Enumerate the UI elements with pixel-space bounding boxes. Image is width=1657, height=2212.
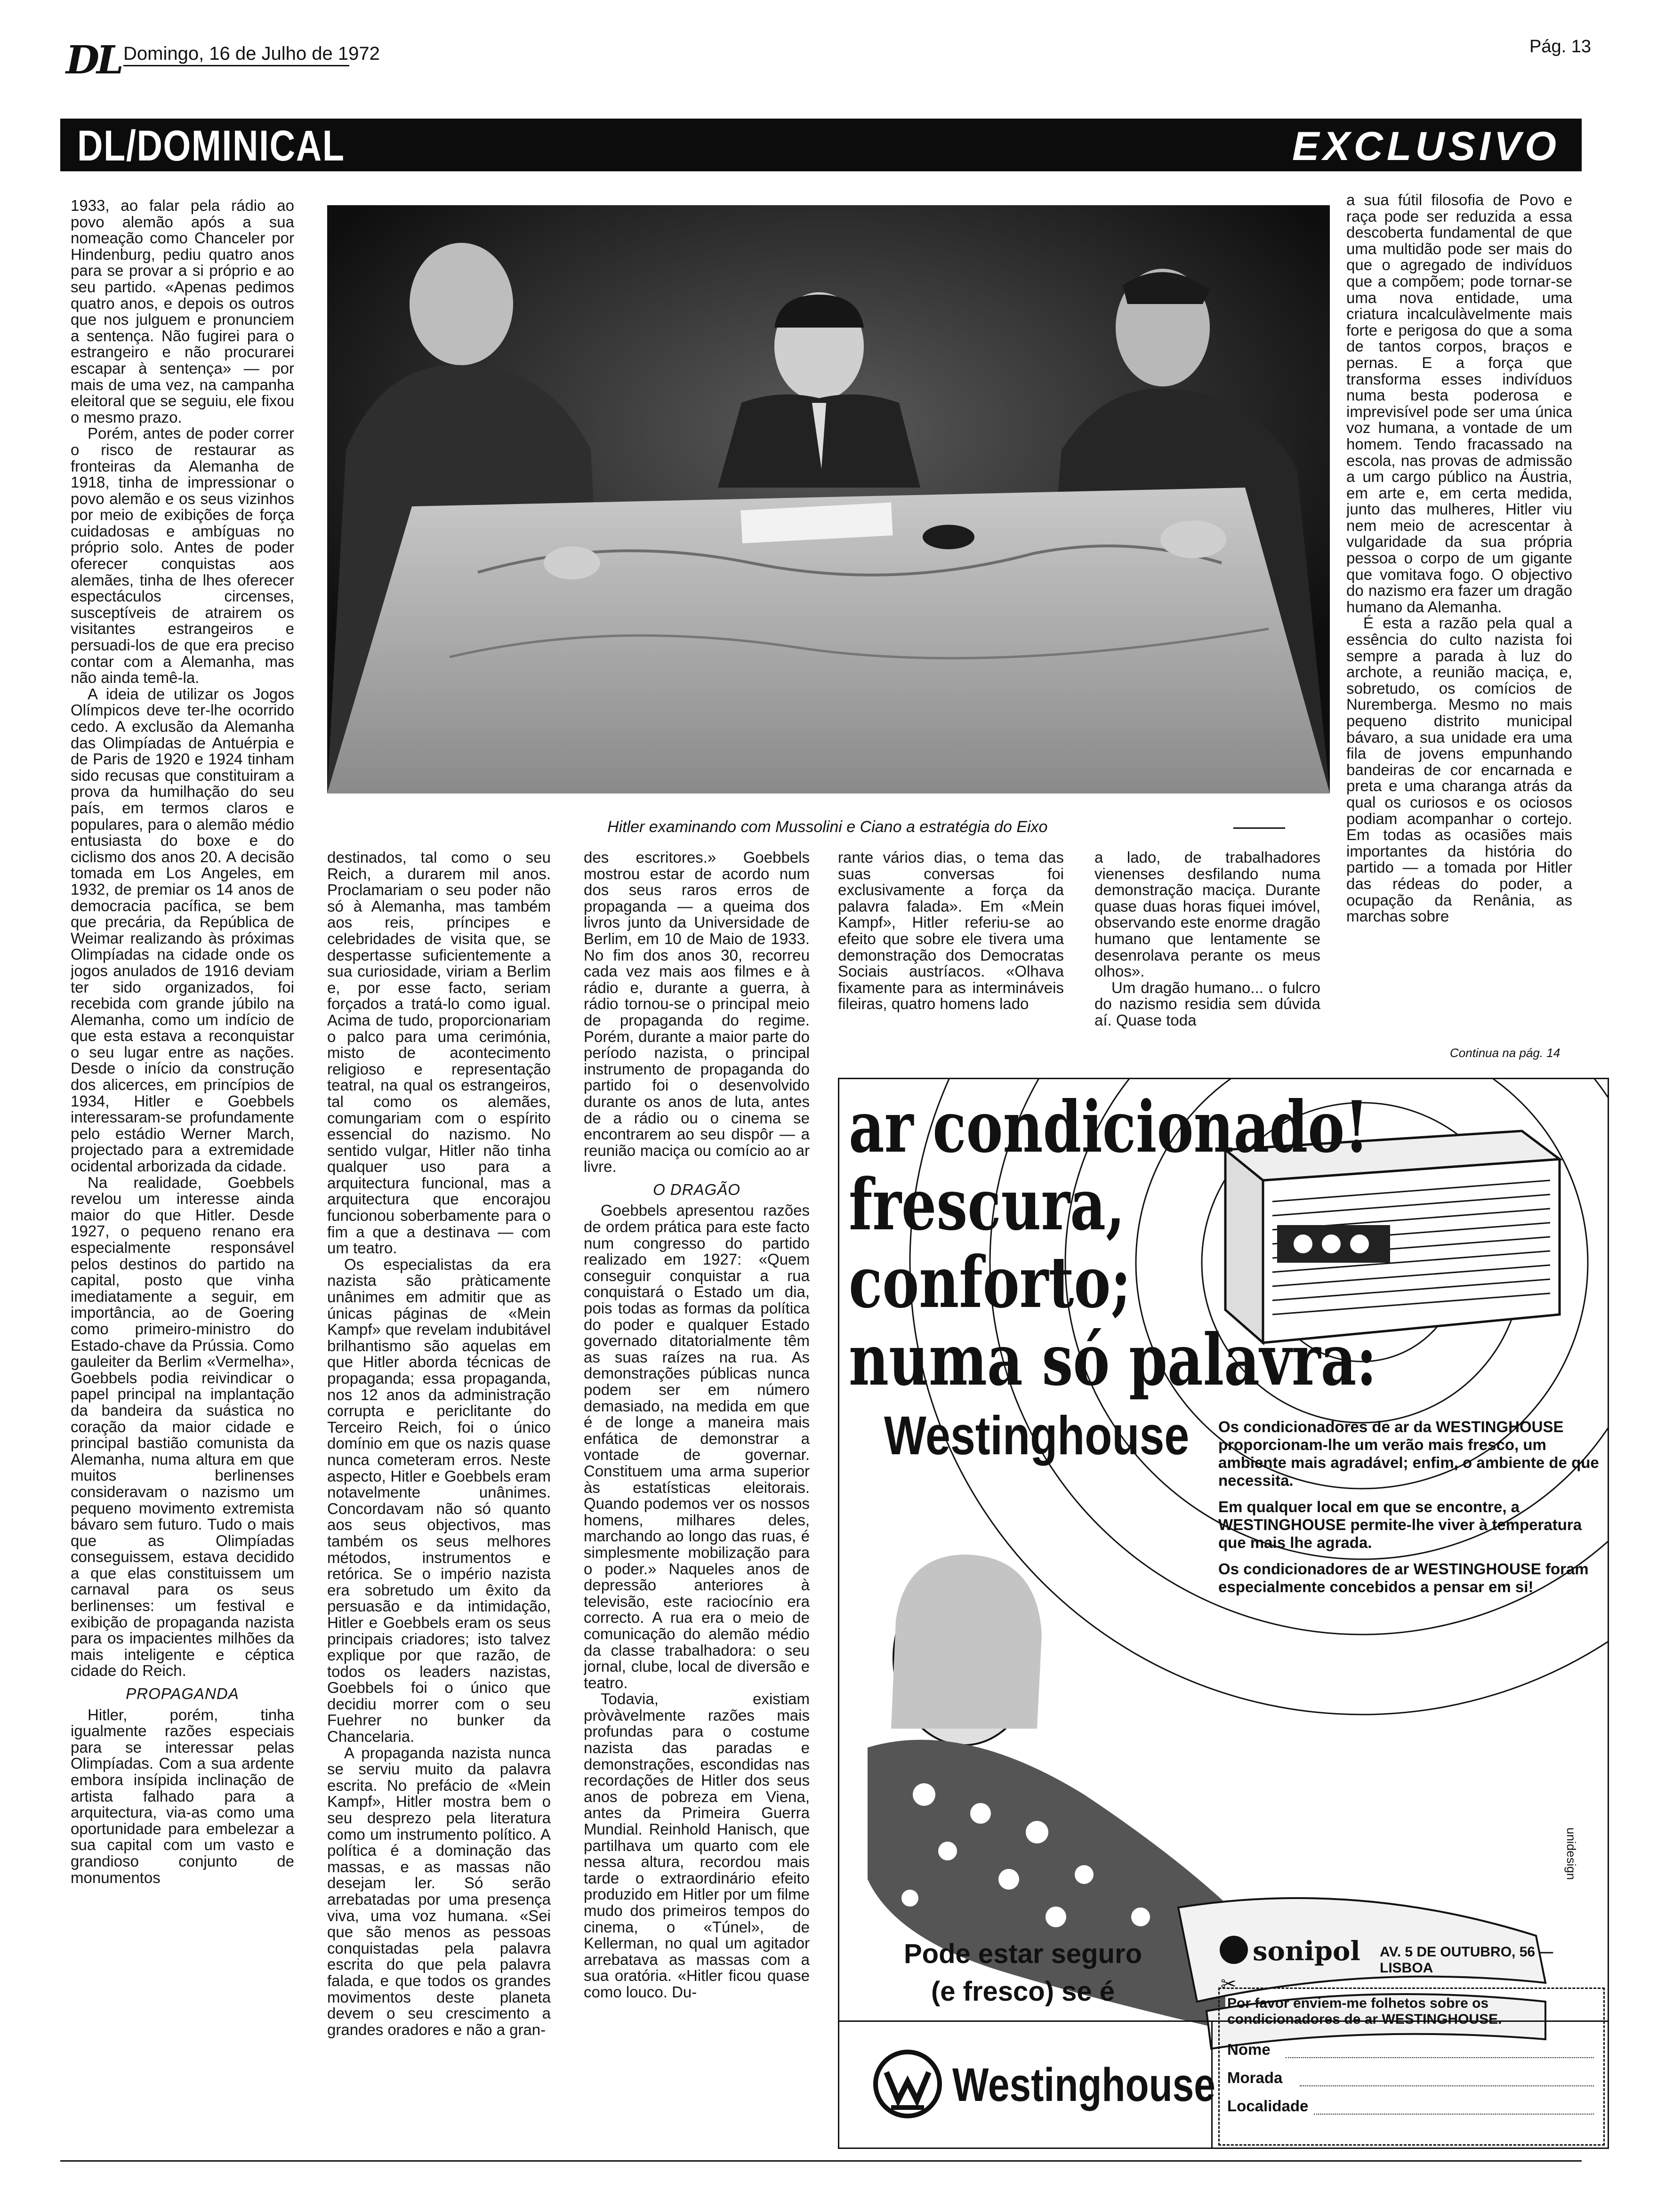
- westinghouse-logo-icon: [872, 2049, 943, 2119]
- paragraph: Na realidade, Goebbels revelou um interesse ainda maior do que Hitler. Desde 1927, o pequeno renano era especialmente responsável pelos destinos do partido na capital, posto que vinha imediatamente a seguir, em importância, ao de Goering como primeiro-ministro do Estado-chave da Prússia. Como gauleiter da Berlim «Vermelha», Goebbels podia reivindicar o papel principal na implantação da bandeira da suástica no coração da maior cidade e principal bastião comunista da Alemanha, numa altura em que muitos berlinenses consideravam o nazismo um pequeno movimento extremista bávaro sem futuro. Tudo o mais que as Olimpíadas conseguissem, estava decidido a que elas constituissem um carnaval para os seus berlinenses: um festival e exibição de propaganda nazista para os impacientes milhões da mais inteligente e céptica cidade do Reich.: [71, 1173, 294, 1680]
- coupon-text: Por favor enviem-me folhetos sobre os condicionadores de ar WESTINGHOUSE.: [1227, 1996, 1502, 2027]
- dealer-address: AV. 5 DE OUTUBRO, 56 — LISBOA: [1380, 1944, 1553, 1976]
- paragraph: des escritores.» Goebbels mostrou estar de acordo num dos seus raros erros de propaganda — a queima dos livros junto da Universidade de Berlim, em 10 de Maio de 1933. No fim dos anos 30, recorreu cada vez mais aos filmes e à rádio e, durante a guerra, à rádio tornou-se o principal meio de propaganda do regime. Porém, durante a maior parte do período nazista, o principal instrumento de propaganda do partido foi o desenvolvido durante os anos de luta, antes de a rádio ou o cinema se encontrarem ao seu dispôr — a reunião maciça ou comício ao ar livre.: [584, 850, 810, 1176]
- article-column-6: [1346, 192, 1572, 1044]
- paragraph: A ideia de utilizar os Jogos Olímpicos deve ter-lhe ocorrido cedo. A exclusão da Alemanha das Olimpíadas de Antuérpia e de Paris de 1920 e 1924 tinham sido recusas que constituiram a prova da humilhação do seu país, em termos claros e populares, para o alemão médio entusiasta do boxe e do ciclismo dos anos 20. A decisão tomada em Los Angeles, em 1932, de premiar os 14 anos de democracia pacífica, se bem que precária, da República de Weimar realizando às próximas Olimpíadas na cidade onde os jogos anulados de 1916 deviam ter sido organizados, foi recebida com grande júbilo na Alemanha, como um indício de que esta estava a reconquistar o seu lugar entre as nações. Desde o início da construção dos alicerces, em princípios de 1934, Hitler e Goebbels interessaram-se profundamente pelo estádio Werner March, projectado para a extremidade ocidental arborizada da cidade.: [71, 685, 294, 1175]
- continued-note: Continua na pág. 14: [1450, 1046, 1560, 1060]
- subheading: O DRAGÃO: [653, 1180, 740, 1198]
- paragraph: Goebbels apresentou razões de ordem prática para este facto num congresso do partido realizado em 1927: «Quem conseguir conquistar a rua conquistará o Estado um dia, pois todas as formas da política do poder e qualquer Estado governado ditatorialmente têm as suas raízes na rua. As demonstrações públicas nunca podem ser em número demasiado, na medida em que é de longe a maneira mais enfática de demonstrar a vontade de governar. Constituem uma arma superior às estatísticas eleitorais. Quando podemos ver os nossos homens, milhares deles, marchando ao longo das ruas, é simplesmente mobilização para o poder.» Naqueles anos de depressão anteriores à televisão, este raciocínio era correcto. A rua era o meio de comunicação do alemão médio da classe trabalhadora: o seu jornal, clube, local de diversão e teatro.: [584, 1202, 810, 1691]
- form-label-address: Morada: [1227, 2069, 1283, 2086]
- paragraph: A propaganda nazista nunca se serviu muito da palavra escrita. No prefácio de «Mein Kampf», Hitler mostra bem o seu desprezo pela literatura como um instrumento político. A política é a dominação das massas, e as massas não desejam ler. Só serão arrebatadas por uma presença viva, uma voz humana. «Sei que são menos as pessoas conquistadas pela palavra escrita do que pela palavra falada, e que todos os grandes movimentos deste planeta devem o seu crescimento a grandes oradores e não a gran-: [327, 1744, 551, 2038]
- paragraph: Porém, antes de poder correr o risco de restaurar as fronteiras da Alemanha de 1918, tinha de impressionar o povo alemão e os seus vizinhos por meio de exibições de força cuidadosas e ambíguas no próprio solo. Antes de poder oferecer conquistas aos alemães, tinha de lhes oferecer espectáculos circenses, susceptíveis de atrairem os visitantes estrangeiros e persuadi-los de que era preciso contar com a Alemanha, mas não ainda temê-la.: [71, 425, 294, 687]
- westinghouse-advertisement: [838, 1078, 1609, 2149]
- caption-rule: [1233, 827, 1285, 829]
- paragraph: destinados, tal como o seu Reich, a durarem mil anos. Proclamariam o seu poder não só à Alemanha, mas também aos reis, príncipes e celebridades de visita que, se despertasse suficientemente a sua curiosidade, viriam a Berlim e, por esse facto, seriam forçados a tratá-lo como igual. Acima de tudo, proporcionariam o palco para uma cerimónia, misto de acontecimento religioso e representação teatral, na qual os estrangeiros, tal como os alemães, comungariam com o espírito essencial do nazismo. No sentido vulgar, Hitler não tinha qualquer uso para a arquitectura funcional, mas a arquitectura que encorajou funcionou soberbamente para o fim a que a destinava — com um teatro.: [327, 850, 551, 1257]
- paragraph: a lado, de trabalhadores vienenses desfilando numa demonstração maciça. Durante quase duas horas fiquei imóvel, observando este enorme dragão humano que lentamente se desenrolava perante os meus olhos».: [1094, 850, 1320, 980]
- ad-tagline-2: (e fresco) se é: [931, 1976, 1115, 2007]
- form-label-locality: Localidade: [1227, 2097, 1309, 2115]
- header-date: Domingo, 16 de Julho de 1972: [123, 43, 380, 64]
- paragraph: a sua fútil filosofia de Povo e raça pode ser reduzida a essa descoberta fundamental de que uma multidão pode ser mais do que o agregado de indivíduos que a compõem; pode tornar-se uma nova entidade, uma criatura incalculàvelmente mais forte e perigosa do que a soma de tantos corpos, braços e pernas. E a força que transforma esses indivíduos numa besta poderosa e imprevisível pode ser uma única voz humana, a vontade de um homem. Tendo fracassado na escola, nas provas de admissão a um cargo público na Áustria, em arte e, em certa medida, junto das mulheres, Hitler viu nem meio de acrescentar à vulgaridade da sua própria pessoa o corpo de um gigante que vomitava fogo. O objectivo do nazismo era fazer um dragão humano da Alemanha.: [1346, 192, 1572, 616]
- ad-copy: [1218, 1418, 1600, 1604]
- ad-headline-line-4: numa só palavra:: [849, 1319, 1377, 1402]
- page-bottom-rule: [60, 2160, 1582, 2162]
- article-column-1: [71, 198, 294, 2141]
- paragraph: 1933, ao falar pela rádio ao povo alemão após a sua nomeação como Chanceler por Hindenburg, pediu quatro anos para se provar a si próprio e ao seu partido. «Apenas pedimos quatro anos, e depois os outros que nos julguem e pronunciem a sentença. Não fugirei para o estrangeiro e não procurarei escapar à sentença» — por mais de uma vez, na campanha eleitoral que se seguiu, ele fixou o mesmo prazo.: [71, 198, 294, 426]
- ad-brand-bottom: Westinghouse: [952, 2059, 1215, 2111]
- paragraph: rante vários dias, o tema das suas conversas foi exclusivamente a força da palavra falada». Em «Mein Kampf», Hitler referiu-se ao efeito que sobre ele tivera uma demonstração dos Democratas Sociais austríacos. «Olhava fixamente para as intermináveis fileiras, quatro homens lado: [838, 850, 1064, 1013]
- name-field[interactable]: [1286, 2057, 1594, 2058]
- header-rule: [123, 65, 349, 66]
- scissors-icon: ✂: [1221, 1974, 1237, 1995]
- ad-headline-line-1: ar condicionado!: [849, 1086, 1369, 1169]
- form-label-name: Nome: [1227, 2041, 1271, 2058]
- news-photo: [327, 205, 1330, 793]
- address-field[interactable]: [1300, 2085, 1594, 2086]
- dealer-name: sonipol: [1253, 1936, 1360, 1967]
- ad-headline-line-2: frescura,: [849, 1163, 1125, 1246]
- sonipol-logo-icon: [1220, 1936, 1248, 1964]
- section-title: DL/DOMINICAL: [77, 122, 345, 170]
- ad-copy-paragraph: Os condicionadores de ar WESTINGHOUSE foram especialmente concebidos a pensar em si!: [1218, 1560, 1589, 1595]
- ad-headline-line-3: conforto;: [849, 1241, 1131, 1324]
- ad-vertical-divider: [1211, 2020, 1213, 2148]
- masthead-logo: DL: [66, 38, 121, 83]
- paragraph: É esta a razão pela qual a essência do culto nazista foi sempre a parada à luz do archote, a reunião maciça, e, sobretudo, os comícios de Nuremberga. Mesmo no mais pequeno distrito municipal bávaro, a sua unidade era uma fila de jovens empunhando bandeiras de cor encarnada e preta e uma charanga atrás da qual os curiosos e os ociosos podiam acompanhar o cortejo. Em todas as ocasiões mais importantes da história do partido — a tomada por Hitler das rédeas do poder, a ocupação da Renânia, as marchas sobre: [1346, 614, 1572, 925]
- subheading: PROPAGANDA: [126, 1685, 239, 1703]
- ad-brand-script: Westinghouse: [884, 1405, 1190, 1466]
- exclusive-tag: EXCLUSIVO: [1292, 124, 1560, 169]
- locality-field[interactable]: [1314, 2114, 1594, 2115]
- ad-tagline-1: Pode estar seguro: [903, 1939, 1142, 1969]
- ad-agency: unidesign: [1564, 1827, 1578, 1880]
- coupon: [1218, 1988, 1605, 2146]
- article-column-3: [584, 850, 810, 2144]
- ad-copy-paragraph: Os condicionadores de ar da WESTINGHOUSE proporcionam-lhe um verão mais fresco, um ambiente mais agradável; enfim, o ambiente de que necessita.: [1218, 1418, 1599, 1489]
- paragraph: Um dragão humano... o fulcro do nazismo residia sem dúvida aí. Quase toda: [1094, 978, 1320, 1029]
- section-banner: [60, 119, 1582, 171]
- paragraph: Hitler, porém, tinha igualmente razões especiais para se interessar pelas Olimpíadas. Com a sua ardente embora insípida inclinação de artista falhado para a arquitectura, via-as como uma oportunidade para embelezar a sua capital com um vasto e grandioso conjunto de monumentos: [71, 1706, 294, 1886]
- paragraph: Os especialistas da era nazista são pràticamente unânimes em admitir que as únicas páginas de «Mein Kampf» que revelam indubitável brilhantismo são aquelas em que Hitler aborda técnicas de propaganda; essa propaganda, nos 12 anos da administração corrupta e periclitante do Terceiro Reich, foi o único domínio em que os nazis quase nunca cometeram erros. Neste aspecto, Hitler e Goebbels eram notavelmente unânimes. Concordavam não só quanto aos seus objectivos, mas também os seus melhores métodos, instrumentos e retórica. Se o império nazista era sobretudo um êxito da persuasão e da intimidação, Hitler e Goebbels eram os seus principais criadores; isto talvez explique por que razão, de todos os leaders nazistas, Goebbels foi o único que decidiu morrer com o seu Fuehrer no bunker da Chancelaria.: [327, 1255, 551, 1746]
- photo-caption: Hitler examinando com Mussolini e Ciano a estratégia do Eixo: [607, 818, 1048, 836]
- paragraph: Todavia, existiam pròvàvelmente razões mais profundas para o costume nazista das paradas e demonstrações, escondidas nas recordações de Hitler dos seus anos de pobreza em Viena, antes da Primeira Guerra Mundial. Reinhold Hanisch, que partilhava um quarto com ele nessa altura, recordou mais tarde o extraordinário efeito produzido em Hitler por um filme mudo dos primeiros tempos do cinema, o «Túnel», de Kellerman, no qual um agitador arrebatava as massas com a sua oratória. «Hitler ficou quase como louco. Du-: [584, 1690, 810, 2001]
- photo-illustration: [327, 205, 1330, 793]
- ad-copy-paragraph: Em qualquer local em que se encontre, a WESTINGHOUSE permite-lhe viver à temperatura que mais lhe agrada.: [1218, 1498, 1582, 1551]
- header: [0, 0, 1657, 85]
- article-column-4: [838, 850, 1064, 1047]
- article-column-2: [327, 850, 551, 2144]
- page-number: Pág. 13: [1529, 37, 1591, 56]
- article-column-5: [1094, 850, 1320, 1047]
